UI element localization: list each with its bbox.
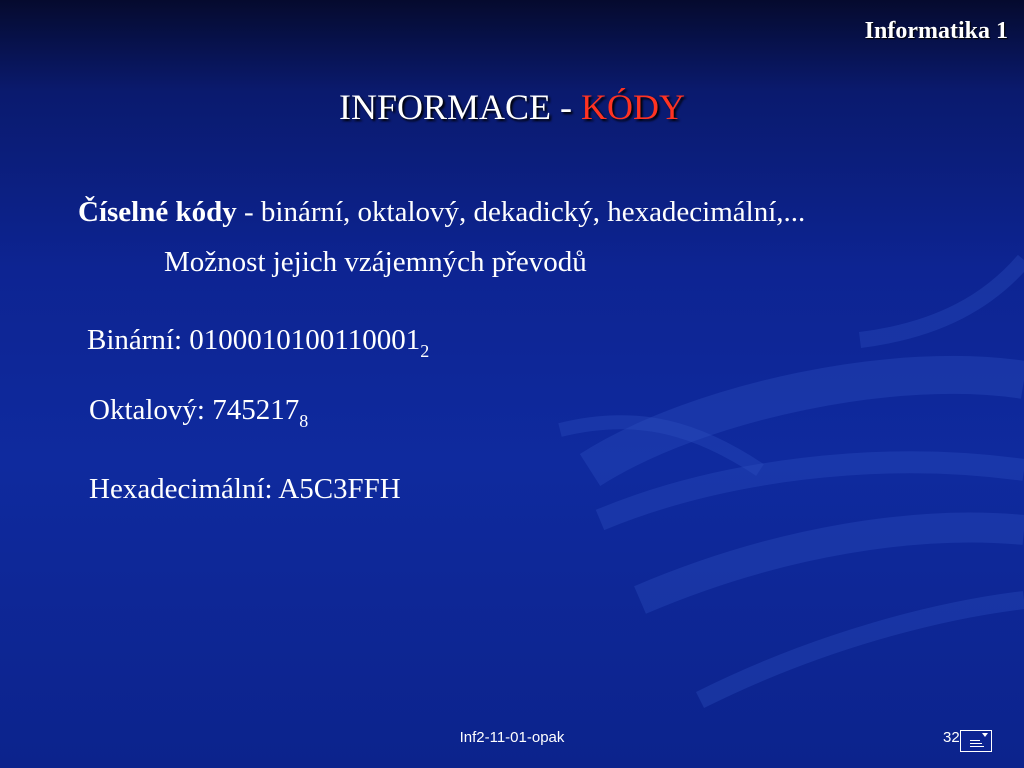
conversions-line: Možnost jejich vzájemných převodů	[164, 246, 587, 278]
codes-rest: - binární, oktalový, dekadický, hexadecimální,...	[236, 196, 806, 228]
title-accent: KÓDY	[581, 87, 685, 127]
codes-line	[78, 196, 805, 229]
octal-value: 745217	[212, 394, 300, 426]
hex-line	[89, 473, 401, 506]
octal-label: Oktalový:	[89, 394, 213, 426]
binary-value: 0100010100110001	[189, 324, 421, 356]
page-number: 32	[943, 729, 960, 746]
menu-line	[970, 743, 982, 744]
menu-arrow-icon	[982, 733, 988, 737]
slide-menu-icon[interactable]	[960, 730, 992, 752]
binary-line	[87, 324, 430, 361]
menu-line	[970, 740, 980, 741]
menu-line	[970, 746, 984, 747]
hex-label: Hexadecimální:	[89, 473, 279, 505]
title-main: INFORMACE -	[338, 87, 581, 127]
course-label: Informatika 1	[864, 18, 1008, 44]
footer-filename: Inf2-11-01-opak	[459, 729, 565, 746]
binary-label: Binární:	[87, 324, 190, 356]
hex-value: A5C3FFH	[278, 473, 401, 505]
octal-base: 8	[299, 411, 309, 431]
octal-line	[89, 394, 309, 431]
slide-title	[0, 86, 1024, 128]
codes-bold: Číselné kódy	[78, 196, 237, 228]
binary-base: 2	[420, 341, 430, 361]
